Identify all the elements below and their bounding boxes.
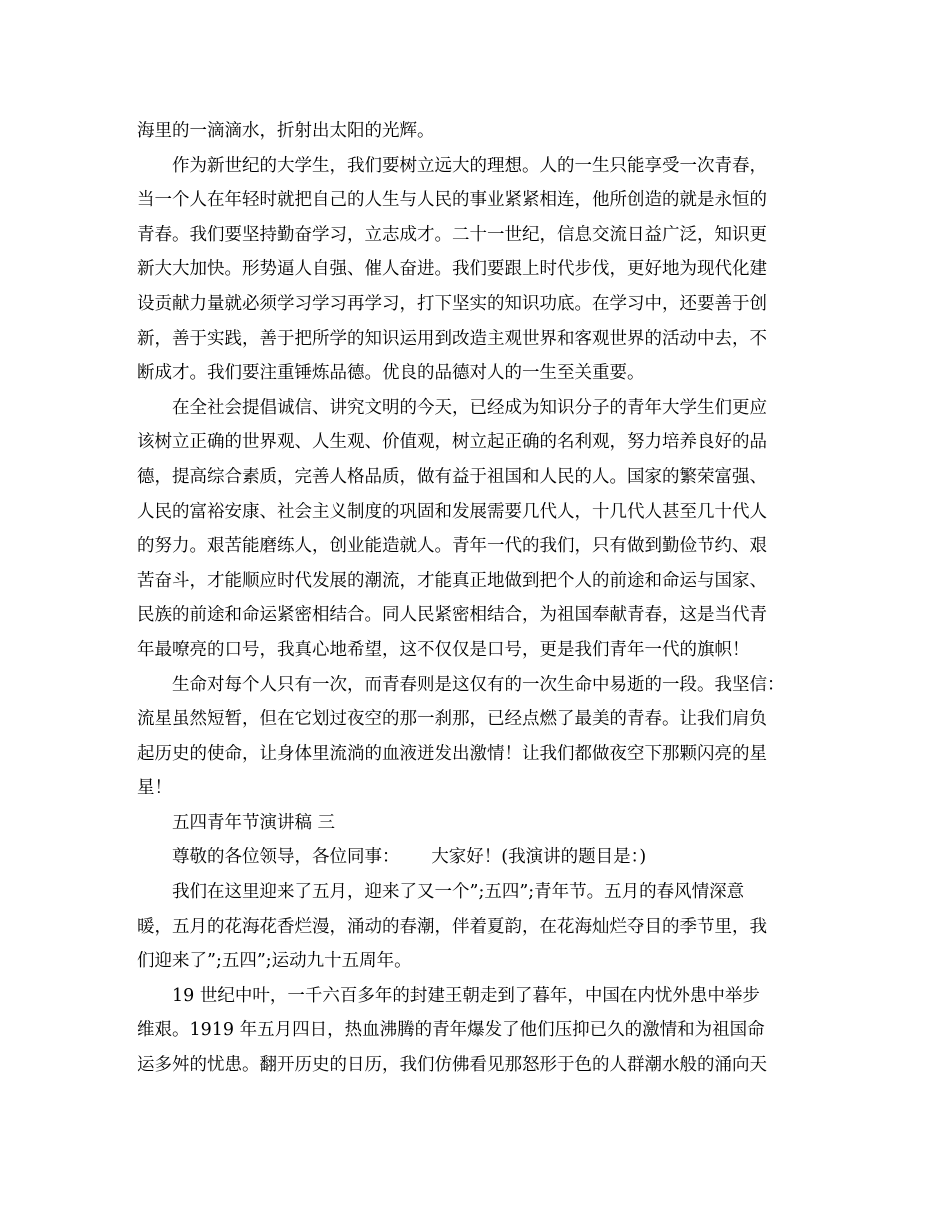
text-line: 德，提高综合素质，完善人格品质，做有益于祖国和人民的人。国家的繁荣富强、	[137, 466, 767, 487]
text-line: 人民的富裕安康、社会主义制度的巩固和发展需要几代人，十几代人甚至几十代人	[137, 501, 767, 522]
text-line: 断成才。我们要注重锤炼品德。优良的品德对人的一生至关重要。	[137, 363, 645, 384]
text-line: 19 世纪中叶，一千六百多年的封建王朝走到了暮年，中国在内忧外患中举步	[172, 985, 760, 1006]
text-line: 苦奋斗，才能顺应时代发展的潮流，才能真正地做到把个人的前途和命运与国家、	[137, 570, 767, 591]
text-line: 设贡献力量就必须学习学习再学习，打下坚实的知识功底。在学习中，还要善于创	[137, 293, 767, 314]
text-line: 的努力。艰苦能磨练人，创业能造就人。青年一代的我们，只有做到勤俭节约、艰	[137, 536, 767, 557]
text-line: 我们在这里迎来了五月，迎来了又一个”;五四”;青年节。五月的春风情深意	[172, 882, 745, 903]
text-line: 该树立正确的世界观、人生观、价值观，树立起正确的名利观，努力培养良好的品	[137, 432, 767, 453]
text-line: 生命对每个人只有一次，而青春则是这仅有的一次生命中易逝的一段。我坚信：	[172, 674, 785, 695]
text-line: 运多舛的忧患。翻开历史的日历，我们仿佛看见那怒形于色的人群潮水般的涌向天	[137, 1055, 767, 1076]
text-line: 们迎来了”;五四”;运动九十五周年。	[137, 951, 412, 972]
text-line: 尊敬的各位领导，各位同事： 大家好！(我演讲的题目是：)	[172, 847, 647, 868]
text-line: 作为新世纪的大学生，我们要树立远大的理想。人的一生只能享受一次青春，	[172, 155, 767, 176]
text-line: 年最嘹亮的口号，我真心地希望，这不仅仅是口号，更是我们青年一代的旗帜！	[137, 639, 750, 660]
text-line: 维艰。1919 年五月四日，热血沸腾的青年爆发了他们压抑已久的激情和为祖国命	[137, 1020, 765, 1041]
text-line: 海里的一滴滴水，折射出太阳的光辉。	[137, 121, 435, 141]
text-line: 暖，五月的花海花香烂漫，涌动的春潮，伴着夏韵，在花海灿烂夺目的季节里，我	[137, 916, 767, 937]
text-line: 起历史的使命，让身体里流淌的血液迸发出激情！让我们都做夜空下那颗闪亮的星	[137, 743, 767, 764]
text-line: 新，善于实践，善于把所学的知识运用到改造主观世界和客观世界的活动中去，不	[137, 328, 767, 349]
text-line: 五四青年节演讲稿 三	[172, 812, 336, 833]
text-line: 在全社会提倡诚信、讲究文明的今天，已经成为知识分子的青年大学生们更应	[172, 397, 767, 418]
text-line: 青春。我们要坚持勤奋学习，立志成才。二十一世纪，信息交流日益广泛，知识更	[137, 224, 767, 245]
text-line: 星！	[137, 778, 172, 799]
text-line: 新大大加快。形势逼人自强、催人奋进。我们要跟上时代步伐，更好地为现代化建	[137, 259, 767, 280]
document-body	[137, 114, 827, 1083]
text-line: 民族的前途和命运紧密相结合。同人民紧密相结合，为祖国奉献青春，这是当代青	[137, 605, 767, 626]
text-line: 流星虽然短暂，但在它划过夜空的那一刹那，已经点燃了最美的青春。让我们肩负	[137, 709, 767, 730]
text-line: 当一个人在年轻时就把自己的人生与人民的事业紧紧相连，他所创造的就是永恒的	[137, 190, 767, 211]
